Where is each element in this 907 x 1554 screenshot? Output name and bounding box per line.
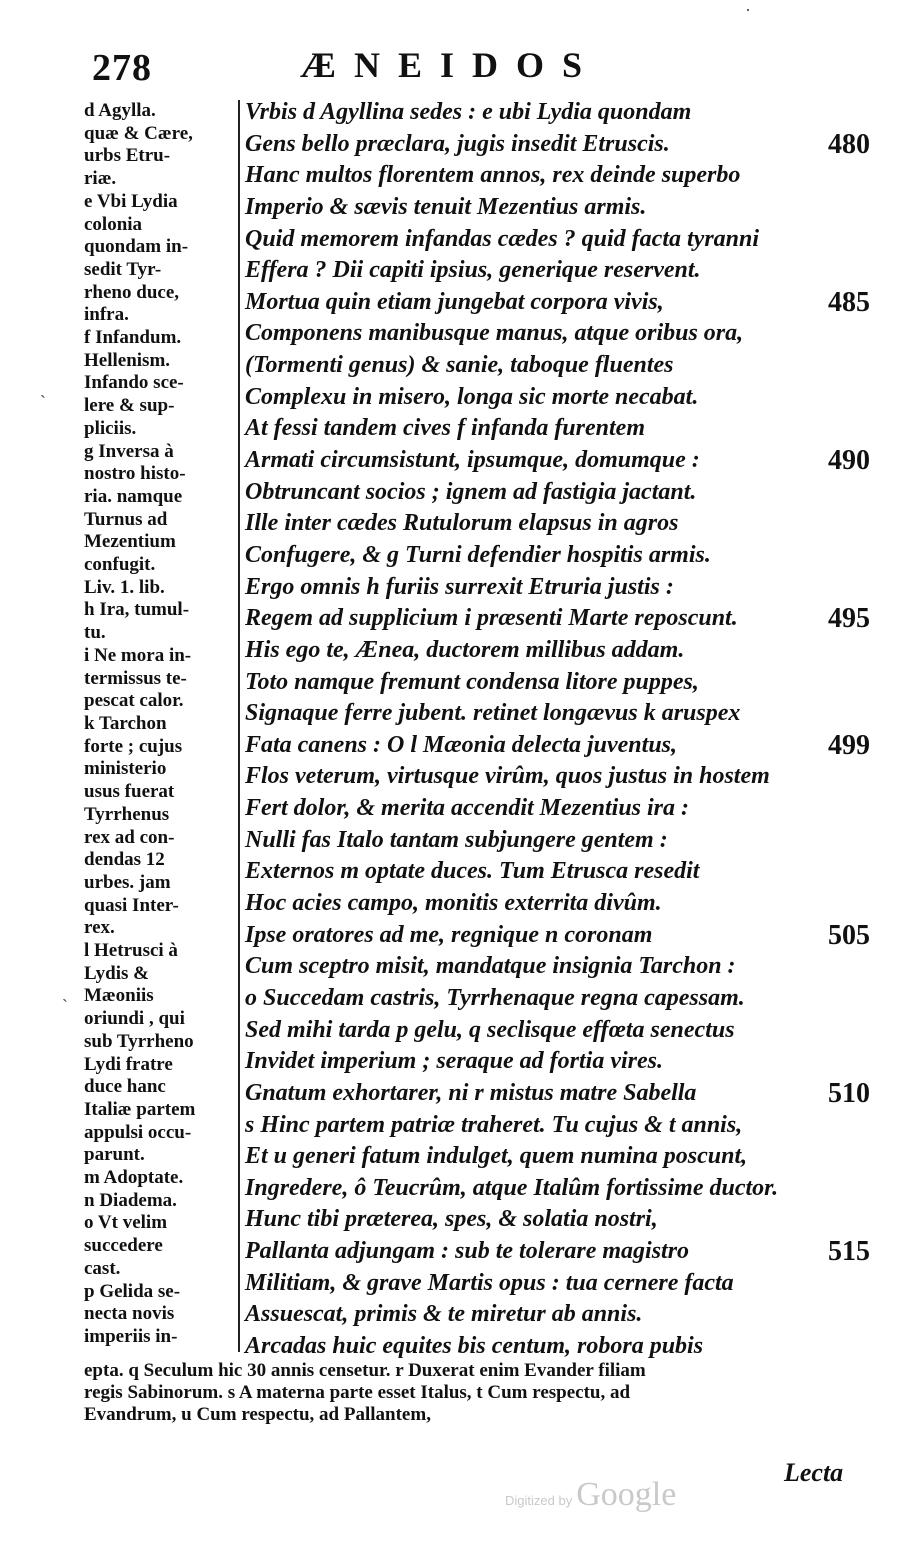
verse-line (245, 1331, 865, 1363)
verse-line (245, 382, 865, 414)
verse-line (245, 477, 865, 509)
verse-line (245, 1173, 865, 1205)
verse-text: (Tormenti genus) & sanie, taboque fluentes (245, 352, 674, 379)
verse-text: Ille inter cædes Rutulorum elapsus in agros (245, 510, 679, 537)
verse-text: s Hinc partem patriæ traheret. Tu cujus & t annis, (245, 1111, 743, 1138)
verse-line (245, 1268, 865, 1300)
verse-text: Invidet imperium ; seraque ad fortia vires. (245, 1048, 663, 1075)
line-number: 499 (828, 729, 870, 761)
margin-note-line: ria. namque (84, 485, 183, 507)
footnote-line: epta. q Seculum hic 30 annis censetur. r Duxerat enim Evander filiam (84, 1360, 646, 1381)
margin-note-line: Lydis & (84, 962, 149, 984)
margin-note-line: dendas 12 (84, 849, 165, 871)
verse-line (245, 286, 870, 319)
margin-note-line: d Agylla. (84, 100, 156, 121)
verse-line (245, 793, 865, 825)
margin-note-line: f Infandum. (84, 327, 182, 349)
verse-line (245, 192, 865, 224)
verse-text: Vrbis d Agyllina sedes : e ubi Lydia quondam (245, 99, 692, 125)
margin-note-line: rex ad con- (84, 826, 175, 848)
line-number: 490 (828, 445, 870, 477)
line-number: 485 (828, 286, 870, 318)
margin-note-line: oriundi , qui (84, 1008, 185, 1030)
verse-text: Obtruncant socios ; ignem ad fastigia jactant. (245, 478, 697, 505)
margin-note-line: tu. (84, 622, 106, 644)
column-rule (238, 100, 240, 1352)
verse-line (245, 508, 865, 540)
verse-text: Confugere, & g Turni defendier hospitis armis. (245, 541, 711, 568)
verse-text: Signaque ferre jubent. retinet longævus k aruspex (245, 700, 741, 727)
verse-line (245, 1204, 865, 1236)
margin-note-line: confugit. (84, 554, 156, 576)
verse-text: Fert dolor, & merita accendit Mezentius ira : (245, 795, 690, 822)
verse-text: Cum sceptro misit, mandatque insignia Tarchon : (245, 953, 736, 980)
verse-text: Componens manibusque manus, atque oribus ora, (245, 320, 744, 347)
verse-text: Et u generi fatum indulget, quem numina poscunt, (245, 1143, 748, 1170)
margin-note-line: Liv. 1. lib. (84, 576, 165, 598)
verse-line (245, 856, 865, 888)
verse-line (245, 255, 865, 287)
verse-line (245, 1141, 865, 1173)
margin-note-line: nostro histo- (84, 463, 186, 485)
verse-line (245, 1015, 865, 1047)
verse-text: Regem ad supplicium i præsenti Marte reposcunt. (245, 605, 738, 632)
verse-line (245, 1110, 865, 1142)
verse-text: Gens bello præclara, jugis insedit Etruscis. (245, 130, 670, 157)
margin-note-line: Italiæ partem (84, 1098, 196, 1120)
margin-note-line: h Ira, tumul- (84, 599, 190, 621)
margin-note-line: rex. (84, 917, 115, 939)
verse-text: Flos veterum, virtusque virûm, quos justus in hostem (245, 763, 770, 790)
verse-text: Militiam, & grave Martis opus : tua cernere facta (245, 1269, 734, 1296)
margin-note-line: colonia (84, 213, 143, 235)
ink-speck: ˎ (40, 378, 46, 398)
watermark-prefix: Digitized by (505, 1493, 573, 1508)
margin-note-line: succedere (84, 1235, 163, 1257)
margin-note-line: usus fuerat (84, 781, 175, 803)
margin-note-line: necta novis (84, 1303, 175, 1325)
margin-note-line: forte ; cujus (84, 735, 183, 757)
margin-note-line: Mæoniis (84, 985, 154, 1007)
verse-line (245, 572, 865, 604)
verse-line (245, 1046, 865, 1078)
verse-text: Hanc multos florentem annos, rex deinde superbo (245, 162, 741, 189)
margin-note-line: parunt. (84, 1144, 145, 1166)
verse-text: Complexu in misero, longa sic morte necabat. (245, 383, 699, 410)
margin-note-line: duce hanc (84, 1076, 166, 1098)
verse-text: Toto namque fremunt condensa litore puppes, (245, 668, 699, 695)
ink-speck: · (745, 0, 751, 20)
verse-text: Armati circumsistunt, ipsumque, domumque : (245, 447, 700, 474)
margin-note-line: Lydi fratre (84, 1053, 173, 1075)
margin-note-line: l Hetrusci à (84, 940, 178, 962)
margin-note-line: urbs Etru- (84, 145, 171, 167)
margin-note-line: p Gelida se- (84, 1280, 181, 1302)
footnote-line: Evandrum, u Cum respectu, ad Pallantem, (84, 1404, 431, 1425)
margin-note-line: Hellenism. (84, 349, 171, 371)
margin-note-line: riæ. (84, 168, 117, 190)
margin-note-line: Infando sce- (84, 372, 184, 394)
margin-note-line: quondam in- (84, 236, 189, 258)
margin-note-line: quasi Inter- (84, 894, 179, 916)
line-number: 515 (828, 1236, 870, 1268)
verse-line (245, 667, 865, 699)
margin-note-line: Mezentium (84, 531, 176, 553)
verse-line (245, 1299, 865, 1331)
verse-line (245, 919, 870, 952)
margin-note-line: k Tarchon (84, 712, 167, 734)
verse-line (245, 603, 870, 635)
verse-text: Gnatum exhortarer, ni r mistus matre Sabella (245, 1079, 697, 1106)
margin-note-line: sub Tyrrheno (84, 1030, 194, 1052)
verse-column (245, 97, 870, 1363)
verse-text: Ingredere, ô Teucrûm, atque Italûm fortissime ductor. (245, 1174, 779, 1201)
verse-text: Effera ? Dii capiti ipsius, generique reservent. (245, 257, 701, 284)
margin-note-line: infra. (84, 304, 129, 326)
verse-text: Mortua quin etiam jungebat corpora vivis, (245, 288, 664, 315)
verse-line (245, 318, 865, 350)
footnote-line: regis Sabinorum. s A materna parte esset Italus, t Cum respectu, ad (84, 1382, 631, 1403)
digitized-watermark (505, 1476, 676, 1514)
verse-line (245, 350, 865, 382)
verse-line (245, 445, 870, 477)
margin-note-line: cast. (84, 1257, 121, 1279)
ink-speck: ˏ (62, 982, 68, 1002)
margin-note-line: e Vbi Lydia (84, 190, 178, 212)
verse-line (245, 951, 865, 983)
margin-note-line: urbes. jam (84, 871, 171, 893)
verse-line (245, 540, 865, 572)
running-title: ÆNEIDOS (300, 45, 601, 85)
margin-notes-column (84, 100, 234, 1349)
verse-text: At fessi tandem cives f infanda furentem (245, 415, 645, 442)
verse-line (245, 160, 865, 192)
verse-text: Hunc tibi præterea, spes, & solatia nostri, (245, 1206, 658, 1233)
verse-line (245, 698, 865, 730)
verse-text: Fata canens : O l Mæonia delecta juventus, (245, 731, 678, 758)
margin-note-line: n Diadema. (84, 1189, 177, 1211)
page-number: 278 (92, 47, 152, 89)
line-number: 510 (828, 1077, 870, 1109)
margin-note-line: quæ & Cære, (84, 122, 193, 144)
verse-text: Quid memorem infandas cædes ? quid facta tyranni (245, 225, 760, 252)
verse-line (245, 729, 870, 762)
verse-text: Sed mihi tarda p gelu, q seclisque effœta senectus (245, 1016, 735, 1043)
verse-line (245, 983, 865, 1015)
margin-note-line: imperiis in- (84, 1325, 178, 1347)
verse-text: Pallanta adjungam : sub te tolerare magistro (245, 1238, 690, 1265)
line-number: 505 (828, 919, 870, 951)
verse-text: His ego te, Ænea, ductorem millibus addam. (245, 636, 685, 663)
line-number: 495 (828, 603, 870, 635)
margin-note-line: o Vt velim (84, 1212, 168, 1234)
margin-note-line: termissus te- (84, 667, 187, 689)
google-logo: Google (576, 1476, 677, 1513)
margin-note-line: pescat calor. (84, 690, 184, 712)
verse-line (245, 635, 865, 667)
verse-line (245, 761, 865, 793)
verse-text: Hoc acies campo, monitis exterrita divûm. (245, 890, 662, 917)
margin-note-line: i Ne mora in- (84, 644, 192, 666)
verse-line (245, 224, 865, 256)
verse-text: Arcadas huic equites bis centum, robora pubis (245, 1332, 704, 1359)
margin-note-line: sedit Tyr- (84, 258, 162, 280)
verse-line (245, 97, 865, 129)
verse-line (245, 825, 865, 857)
margin-note-line: ministerio (84, 758, 167, 780)
catchword: Lecta (784, 1458, 844, 1487)
verse-line (245, 888, 865, 920)
margin-note-line: m Adoptate. (84, 1167, 184, 1189)
verse-text: Imperio & sævis tenuit Mezentius armis. (245, 193, 647, 220)
verse-line (245, 1077, 870, 1110)
verse-text: Externos m optate duces. Tum Etrusca resedit (245, 858, 700, 885)
margin-note-line: g Inversa à (84, 440, 174, 462)
margin-note-line: appulsi occu- (84, 1121, 192, 1143)
margin-note-line: Turnus ad (84, 508, 168, 530)
verse-text: o Succedam castris, Tyrrhenaque regna capessam. (245, 984, 745, 1011)
margin-note-line: pliciis. (84, 417, 137, 439)
footnotes (84, 1360, 864, 1426)
verse-text: Assuescat, primis & te miretur ab annis. (245, 1301, 643, 1328)
verse-line (245, 128, 870, 161)
margin-note-line: rheno duce, (84, 281, 179, 303)
verse-line (245, 413, 865, 445)
margin-note-line: Tyrrhenus (84, 803, 170, 825)
margin-note-line: lere & sup- (84, 395, 175, 417)
verse-text: Ergo omnis h furiis surrexit Etruria justis : (245, 573, 674, 600)
line-number: 480 (828, 128, 870, 160)
verse-line (245, 1236, 870, 1268)
verse-text: Ipse oratores ad me, regnique n coronam (245, 921, 653, 948)
verse-text: Nulli fas Italo tantam subjungere gentem : (245, 826, 668, 853)
